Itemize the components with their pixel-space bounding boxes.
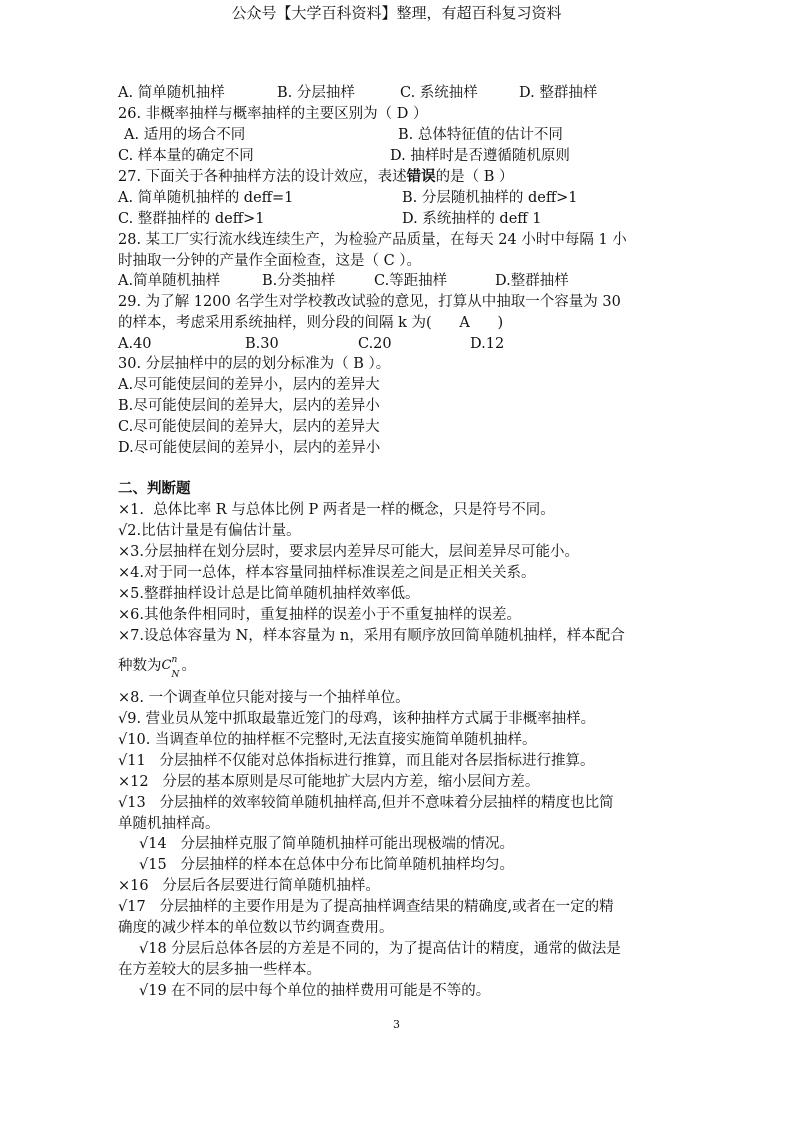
q26-option-c: C. 样本量的确定不同 [118,148,254,164]
judgment-10: √10. 当调查单位的抽样框不完整时,无法直接实施简单随机抽样。 [118,732,537,748]
page-number: 3 [393,1018,400,1031]
judgment-8: ×8. 一个调查单位只能对接与一个抽样单位。 [118,690,410,706]
judgment-13-line2: 单随机抽样高。 [118,816,220,832]
judgment-16: ×16 分层后各层要进行简单随机抽样。 [118,878,380,894]
q27-stem-pre: 27. 下面关于各种抽样方法的设计效应，表述 [118,169,407,185]
judgment-15: √15 分层抽样的样本在总体中分布比简单随机抽样均匀。 [139,857,515,873]
q27-option-d: D. 系统抽样的 deff 1 [402,211,542,227]
q30-stem: 30. 分层抽样中的层的划分标准为（ B ）。 [118,356,391,372]
q29-line2: 的样本，考虑采用系统抽样，则分段的间隔 k 为( A ) [118,315,504,331]
q28-option-d: D.整群抽样 [495,273,569,289]
q29-option-d: D.12 [470,336,505,352]
judgment-9: √9. 营业员从笼中抓取最靠近笼门的母鸡，该种抽样方式属于非概率抽样。 [118,711,596,727]
q29-option-c: C.20 [358,336,392,352]
page-header: 公众号【大学百科资料】整理，有超百科复习资料 [231,4,562,22]
combination-formula [161,655,182,680]
q27-option-c: C. 整群抽样的 deff>1 [118,211,265,227]
judgment-7-text: 种数为 [118,658,162,674]
q26-option-b: B. 总体特征值的估计不同 [398,127,563,143]
q28-option-c: C.等距抽样 [374,273,448,289]
judgment-11: √11 分层抽样不仅能对总体指标进行推算，而且能对各层指标进行推算。 [118,753,595,769]
q25-option-a: A. 简单随机抽样 [118,85,225,101]
judgment-1: ×1. 总体比率 R 与总体比例 P 两者是一样的概念，只是符号不同。 [118,502,555,518]
q26-stem: 26. 非概率抽样与概率抽样的主要区别为（ D ） [118,106,428,122]
q29-option-b: B.30 [245,336,279,352]
judgment-7-line1: ×7.设总体容量为 N，样本容量为 n，采用有顺序放回简单随机抽样，样本配合 [118,628,625,644]
judgment-7-end: 。 [181,658,196,674]
judgment-18-line1: √18 分层后总体各层的方差是不同的，为了提高估计的精度，通常的做法是 [139,941,621,957]
q27-option-b: B. 分层随机抽样的 deff>1 [402,190,578,206]
q30-option-d: D.尽可能使层间的差异小，层内的差异小 [118,440,381,456]
judgment-2: √2.比估计量是有偏估计量。 [118,523,301,539]
q30-option-c: C.尽可能使层间的差异大，层内的差异大 [118,419,380,435]
q27-stem-post: 的是（ B ） [435,169,514,185]
formula-base: C [161,658,172,673]
q30-option-b: B.尽可能使层间的差异大，层内的差异小 [118,398,380,414]
judgment-19: √19 在不同的层中每个单位的抽样费用可能是不等的。 [139,983,491,999]
judgment-17-line2: 确度的减少样本的单位数以节约调查费用。 [118,920,394,936]
q26-option-a: A. 适用的场合不同 [124,127,246,143]
q27-stem [118,167,514,187]
section-title: 二、判断题 [118,481,191,497]
q30-option-a: A.尽可能使层间的差异小，层内的差异大 [118,377,380,393]
q25-option-d: D. 整群抽样 [519,85,598,101]
formula-sub: N [171,670,180,680]
judgment-3: ×3.分层抽样在划分层时，要求层内差异尽可能大，层间差异尽可能小。 [118,544,579,560]
q25-option-b: B. 分层抽样 [277,85,355,101]
judgment-5: ×5.整群抽样设计总是比简单随机抽样效率低。 [118,586,420,602]
q25-option-c: C. 系统抽样 [400,85,478,101]
judgment-4: ×4.对于同一总体，样本容量同抽样标准误差之间是正相关关系。 [118,565,536,581]
judgment-17-line1: √17 分层抽样的主要作用是为了提高抽样调查结果的精确度,或者在一定的精 [118,899,614,915]
judgment-14: √14 分层抽样克服了简单随机抽样可能出现极端的情况。 [139,836,515,852]
q27-stem-bold: 错误 [406,169,436,185]
judgment-6: ×6.其他条件相同时，重复抽样的误差小于不重复抽样的误差。 [118,607,521,623]
judgment-18-line2: 在方差较大的层多抽一些样本。 [118,962,321,978]
judgment-13-line1: √13 分层抽样的效率较简单随机抽样高,但并不意味着分层抽样的精度也比简 [118,795,614,811]
q28-line2: 时抽取一分钟的产量作全面检查，这是（ C ）。 [118,253,422,269]
q26-option-d: D. 抽样时是否遵循随机原则 [390,148,570,164]
q28-option-b: B.分类抽样 [262,273,336,289]
judgment-7-line2 [118,655,196,680]
formula-sup: n [171,655,178,665]
judgment-12: ×12 分层的基本原则是尽可能地扩大层内方差，缩小层间方差。 [118,774,540,790]
q29-option-a: A.40 [118,336,152,352]
q28-line1: 28. 某工厂实行流水线连续生产，为检验产品质量，在每天 24 小时中每隔 1 小 [118,232,627,248]
q27-option-a: A. 简单随机抽样的 deff=1 [118,190,294,206]
q29-line1: 29. 为了解 1200 名学生对学校教改试验的意见，打算从中抽取一个容量为 30 [118,294,621,310]
q28-option-a: A.简单随机抽样 [118,273,221,289]
